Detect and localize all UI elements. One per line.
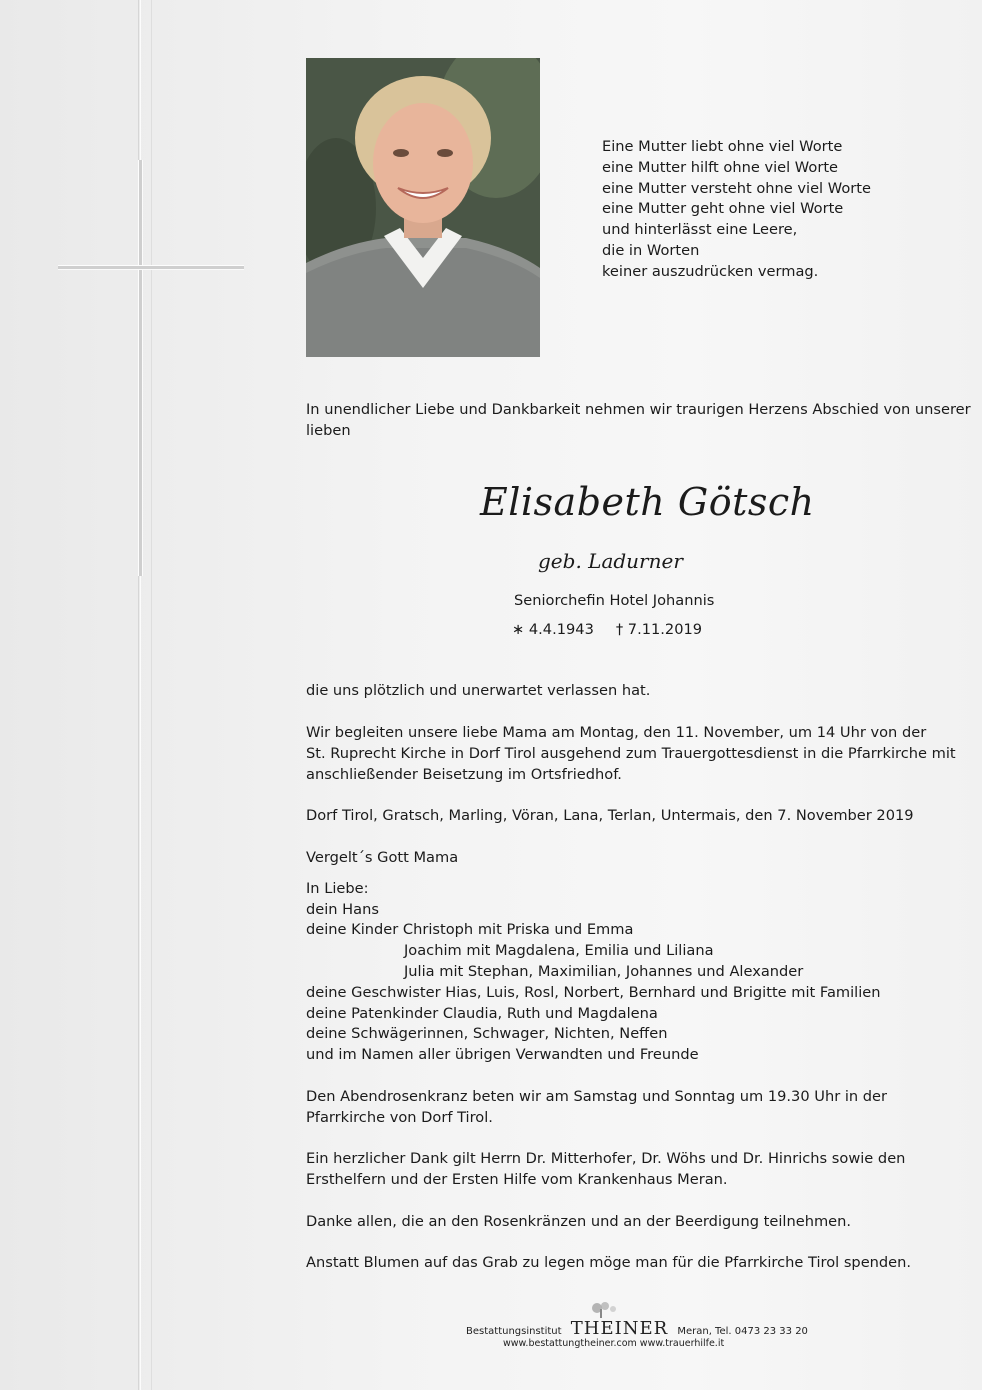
donation-line: Anstatt Blumen auf das Grab zu legen möge man für die Pfarrkirche Tirol spenden. [306, 1254, 912, 1271]
intro-line: lieben [306, 422, 351, 439]
mourners-line: deine Schwägerinnen, Schwager, Nichten, Neffen [306, 1025, 668, 1042]
mourners-line: und im Namen aller übrigen Verwandten und Freunde [306, 1046, 699, 1063]
portrait-illustration [306, 58, 540, 357]
life-dates [512, 621, 702, 638]
mourners-line: deine Kinder Christoph mit Priska und Emma [306, 921, 634, 938]
funeral-line: St. Ruprecht Kirche in Dorf Tirol ausgehend zum Trauergottesdienst in die Pfarrkirche mit [306, 745, 956, 762]
place-date: Dorf Tirol, Gratsch, Marling, Vöran, Lana, Terlan, Untermais, den 7. November 2019 [306, 807, 914, 824]
footer-prefix: Bestattungsinstitut [466, 1326, 562, 1337]
footer-brand: THEINER [570, 1318, 669, 1339]
poem [602, 137, 871, 283]
deceased-role: Seniorchefin Hotel Johannis [514, 592, 715, 609]
thanks-line: Ein herzlicher Dank gilt Herrn Dr. Mitterhofer, Dr. Wöhs und Dr. Hinrichs sowie den [306, 1150, 906, 1167]
birth-date: ∗ 4.4.1943 [512, 621, 594, 638]
poem-line: Eine Mutter liebt ohne viel Worte [602, 138, 843, 155]
mourners-line: deine Geschwister Hias, Luis, Rosl, Norbert, Bernhard und Brigitte mit Familien [306, 984, 881, 1001]
mourners-line: Joachim mit Magdalena, Emilia und Liliana [404, 942, 714, 959]
funeral-home-footer [466, 1318, 808, 1339]
portrait-photo [306, 58, 540, 357]
footer-contact: Meran, Tel. 0473 23 33 20 [677, 1326, 808, 1337]
poem-line: eine Mutter geht ohne viel Worte [602, 200, 844, 218]
tree-logo-icon [585, 1300, 625, 1318]
left-border-line-2 [151, 0, 152, 1390]
funeral-line: Wir begleiten unsere liebe Mama am Montag, den 11. November, um 14 Uhr von der [306, 724, 927, 741]
poem-line: keiner auszudrücken vermag. [602, 262, 819, 280]
rosary-line: Den Abendrosenkranz beten wir am Samstag und Sonntag um 19.30 Uhr in der [306, 1088, 888, 1105]
born-name: geb. Ladurner [538, 549, 683, 573]
poem-line: eine Mutter versteht ohne viel Worte [602, 179, 871, 197]
deceased-name: Elisabeth Götsch [480, 480, 815, 524]
footer-urls: www.bestattungtheiner.com www.trauerhilfe.it [503, 1338, 725, 1349]
thanks-all-line: Danke allen, die an den Rosenkränzen und an der Beerdigung teilnehmen. [306, 1213, 852, 1230]
mourners-line: dein Hans [306, 901, 379, 918]
funeral-line: anschließender Beisetzung im Ortsfriedhof. [306, 766, 622, 783]
mourners-line: Julia mit Stephan, Maximilian, Johannes und Alexander [404, 963, 804, 980]
poem-line: eine Mutter hilft ohne viel Worte [602, 158, 839, 176]
mourners-line: deine Patenkinder Claudia, Ruth und Magdalena [306, 1005, 658, 1022]
mourners-line: In Liebe: [306, 880, 369, 897]
rosary-line: Pfarrkirche von Dorf Tirol. [306, 1109, 493, 1126]
cross-vertical-bar [139, 160, 142, 576]
poem-line: die in Worten [602, 241, 700, 259]
poem-line: und hinterlässt eine Leere, [602, 221, 798, 239]
thanks-line: Ersthelfern und der Ersten Hilfe vom Krankenhaus Meran. [306, 1171, 728, 1188]
death-date: † 7.11.2019 [615, 621, 703, 638]
intro-line: In unendlicher Liebe und Dankbarkeit nehmen wir traurigen Herzens Abschied von unserer [306, 401, 971, 418]
cross-horizontal-bar [58, 266, 244, 269]
sudden-line: die uns plötzlich und unerwartet verlassen hat. [306, 682, 651, 699]
farewell-line: Vergelt´s Gott Mama [306, 849, 459, 866]
